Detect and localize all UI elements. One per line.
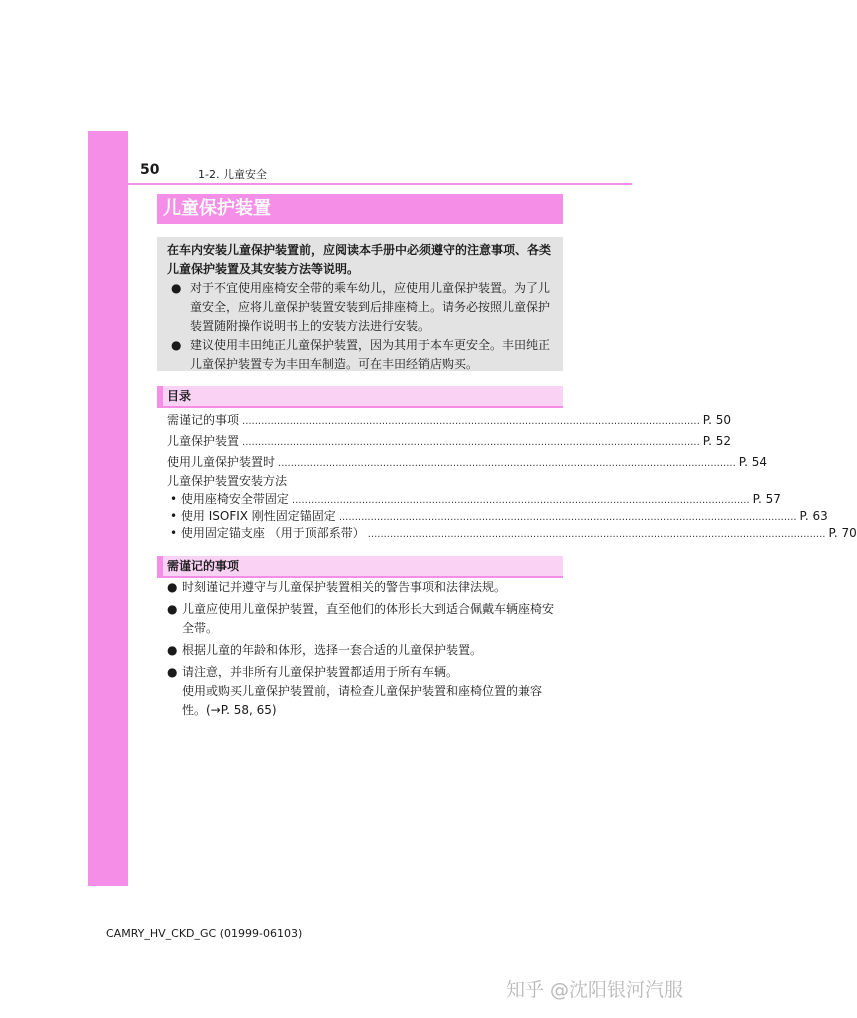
note-item-text: 时刻谨记并遵守与儿童保护装置相关的警告事项和法律法规。 [182, 580, 507, 594]
note-item-text: 根据儿童的年龄和体形，选择一套合适的儿童保护装置。 [182, 643, 483, 657]
warning-item [171, 279, 553, 336]
notes-heading-label: 需谨记的事项 [167, 559, 240, 573]
toc-sub-entry[interactable] [170, 507, 828, 525]
toc-leader: ................................................................................................................................................ [278, 458, 736, 469]
toc-leader: ................................................................................................................................................ [242, 416, 700, 427]
bullet-icon: ● [171, 281, 182, 295]
toc-sub-entry[interactable] [170, 490, 781, 508]
header-rule [128, 183, 632, 185]
toc-entry-page: P. 70 [828, 526, 857, 540]
toc-entry-page: P. 50 [702, 413, 732, 427]
toc-heading-label: 目录 [167, 389, 192, 403]
toc-leader: ................................................................................................................................................ [291, 495, 750, 506]
watermark: 知乎 @沈阳银河汽服 [506, 979, 684, 1001]
note-item [167, 641, 562, 660]
page-number: 50 [140, 162, 160, 178]
toc-group-label [167, 472, 542, 490]
side-tab [88, 131, 128, 886]
section-breadcrumb: 1-2. 儿童安全 [198, 168, 267, 181]
toc-entry-page: P. 52 [702, 434, 732, 448]
warning-item-text: 对于不宜使用座椅安全带的乘车幼儿，应使用儿童保护装置。为了儿童安全，应将儿童保护装置安装到后排座椅上。请务必按照儿童保护装置随附操作说明书上的安装方法进行安装。 [190, 281, 551, 333]
footer-doc-code: CAMRY_HV_CKD_GC (01999-06103) [106, 927, 303, 940]
toc-heading [157, 386, 563, 406]
note-item-text: 儿童应使用儿童保护装置，直至他们的体形长大到适合佩戴车辆座椅安全带。 [182, 602, 555, 635]
toc-entry-label: • 使用座椅安全带固定 [170, 490, 289, 508]
warning-intro: 在车内安装儿童保护装置前，应阅读本手册中必须遵守的注意事项、各类儿童保护装置及其安装方法等说明。 [167, 243, 552, 276]
toc-entry-label: 需谨记的事项 [167, 413, 240, 427]
toc-entry-page: P. 54 [738, 455, 768, 469]
toc-entry-label: • 使用固定锚支座 （用于顶部系带） [170, 524, 365, 542]
page-title: 儿童保护装置 [157, 194, 563, 224]
toc-entry-label: 儿童保护装置 [167, 434, 240, 448]
note-item-text: 请注意，并非所有儿童保护装置都适用于所有车辆。 [182, 665, 459, 679]
toc-entry[interactable] [167, 453, 768, 471]
bullet-icon: ● [171, 338, 182, 352]
toc-entry-page: P. 63 [799, 509, 828, 523]
section-rule [157, 406, 563, 408]
bullet-icon: ● [167, 580, 178, 594]
toc-leader: ................................................................................................................................................ [367, 529, 826, 540]
toc-entry[interactable] [167, 432, 732, 450]
notes-list [167, 578, 562, 723]
bullet-icon: ● [167, 643, 178, 657]
toc-entry-page: P. 57 [752, 492, 781, 506]
toc-sub-entry[interactable] [170, 524, 857, 542]
note-item [167, 578, 562, 597]
toc-entry-label: • 使用 ISOFIX 刚性固定锚固定 [170, 507, 336, 525]
note-item [167, 663, 562, 720]
warning-item-text: 建议使用丰田纯正儿童保护装置，因为其用于本车更安全。丰田纯正儿童保护装置专为丰田车制造。可在丰田经销店购买。 [190, 338, 551, 371]
warning-item [171, 336, 553, 374]
toc-leader: ................................................................................................................................................ [338, 512, 797, 523]
toc-leader: ................................................................................................................................................ [242, 437, 700, 448]
warning-box [157, 237, 563, 371]
toc-group-label-text: 儿童保护装置安装方法 [167, 474, 288, 488]
bullet-icon: ● [167, 665, 178, 679]
toc-entry[interactable] [167, 411, 732, 429]
bullet-icon: ● [167, 602, 178, 616]
toc-entry-label: 使用儿童保护装置时 [167, 455, 276, 469]
note-item [167, 600, 562, 638]
notes-heading [157, 556, 563, 576]
note-item-continuation: 使用或购买儿童保护装置前，请检查儿童保护装置和座椅位置的兼容性。(→P. 58, 65) [182, 684, 543, 717]
